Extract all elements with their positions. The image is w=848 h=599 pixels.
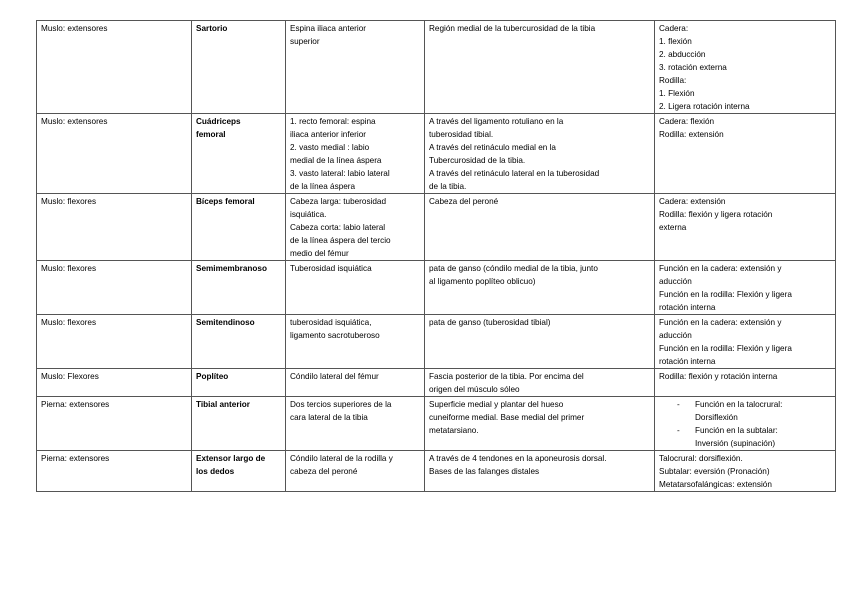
cell-text: Cuádriceps	[196, 117, 241, 126]
cell-text: Función en la cadera: extensión y	[659, 318, 782, 327]
function-cell	[655, 114, 836, 194]
table-row	[37, 315, 836, 369]
cell-text: Cadera:	[659, 24, 689, 33]
cell-text: Sartorio	[196, 24, 228, 33]
cell-text: cara lateral de la tibia	[290, 413, 368, 422]
cell-text: 2. vasto medial : labio	[290, 143, 370, 152]
cell-text: Superficie medial y plantar del hueso	[429, 400, 564, 409]
cell-text: Muslo: flexores	[41, 264, 97, 273]
cell-text: A través del retináculo lateral en la tuberosidad	[429, 169, 600, 178]
muscle-group-cell	[37, 315, 192, 369]
cell-text: pata de ganso (tuberosidad tibial)	[429, 318, 551, 327]
cell-text: Poplíteo	[196, 372, 229, 381]
cell-text: externa	[659, 223, 687, 232]
cell-text: A través del retináculo medial en la	[429, 143, 556, 152]
cell-text: Muslo: Flexores	[41, 372, 99, 381]
origin-cell	[286, 397, 425, 451]
table-row	[37, 114, 836, 194]
cell-text: Cadera: flexión	[659, 117, 715, 126]
insertion-cell	[425, 114, 655, 194]
cell-text: 3. rotación externa	[659, 63, 727, 72]
cell-text: rotación interna	[659, 303, 716, 312]
insertion-cell	[425, 315, 655, 369]
dash-list-item	[659, 424, 831, 450]
cell-text: Semitendinoso	[196, 318, 255, 327]
cell-text: A través del ligamento rotuliano en la	[429, 117, 564, 126]
cell-text: Semimembranoso	[196, 264, 267, 273]
cell-text: Tibial anterior	[196, 400, 250, 409]
table-row	[37, 261, 836, 315]
muscle-group-cell	[37, 397, 192, 451]
cell-text: Cabeza larga: tuberosidad	[290, 197, 387, 206]
cell-text: Bíceps femoral	[196, 197, 255, 206]
cell-text: Pierna: extensores	[41, 454, 110, 463]
function-cell	[655, 21, 836, 114]
cell-text: cabeza del peroné	[290, 467, 358, 476]
function-cell	[655, 315, 836, 369]
function-cell	[655, 194, 836, 261]
cell-text: Cadera: extensión	[659, 197, 726, 206]
cell-text: metatarsiano.	[429, 426, 479, 435]
cell-text: Talocrural: dorsiflexión.	[659, 454, 743, 463]
insertion-cell	[425, 261, 655, 315]
cell-text: medio del fémur	[290, 249, 349, 258]
muscle-name-cell	[192, 397, 286, 451]
cell-text: Muslo: flexores	[41, 197, 97, 206]
cell-text: de la línea áspera	[290, 182, 356, 191]
origin-cell	[286, 114, 425, 194]
origin-cell	[286, 194, 425, 261]
table-row	[37, 369, 836, 397]
cell-text: Función en la cadera: extensión y	[659, 264, 782, 273]
cell-text: Fascia posterior de la tibia. Por encima del	[429, 372, 584, 381]
cell-text: tuberosidad isquiática,	[290, 318, 372, 327]
insertion-cell	[425, 21, 655, 114]
cell-text: A través de 4 tendones en la aponeurosis dorsal.	[429, 454, 607, 463]
muscle-group-cell	[37, 21, 192, 114]
cell-text: 1. Flexión	[659, 89, 695, 98]
cell-text: Rodilla: extensión	[659, 130, 724, 139]
muscle-name-cell	[192, 21, 286, 114]
cell-text: 1. flexión	[659, 37, 692, 46]
cell-text: Cóndilo lateral de la rodilla y	[290, 454, 393, 463]
muscle-name-cell	[192, 369, 286, 397]
muscle-group-cell	[37, 261, 192, 315]
cell-text: Bases de las falanges distales	[429, 467, 540, 476]
insertion-cell	[425, 369, 655, 397]
cell-text: Función en la rodilla: Flexión y ligera	[659, 290, 792, 299]
cell-text: tuberosidad tibial.	[429, 130, 494, 139]
cell-text: - Función en la subtalar:	[695, 426, 778, 435]
cell-text: Región medial de la tubercurosidad de la tibia	[429, 24, 596, 33]
cell-text: Rodilla:	[659, 76, 687, 85]
cell-text: Tubercurosidad de la tibia.	[429, 156, 526, 165]
cell-text: Subtalar: eversión (Pronación)	[659, 467, 770, 476]
table-row	[37, 21, 836, 114]
cell-text: Dos tercios superiores de la	[290, 400, 392, 409]
cell-text: Cóndilo lateral del fémur	[290, 372, 379, 381]
muscles-table	[36, 20, 836, 492]
cell-text: Inversión (supinación)	[695, 439, 776, 448]
cell-text: Cabeza del peroné	[429, 197, 499, 206]
table-row	[37, 397, 836, 451]
cell-text: Rodilla: flexión y ligera rotación	[659, 210, 773, 219]
muscle-name-cell	[192, 194, 286, 261]
muscle-name-cell	[192, 261, 286, 315]
cell-text: - Función en la talocrural:	[695, 400, 783, 409]
cell-text: ligamento sacrotuberoso	[290, 331, 380, 340]
insertion-cell	[425, 397, 655, 451]
table-row	[37, 451, 836, 492]
muscle-group-cell	[37, 114, 192, 194]
cell-text: isquiática.	[290, 210, 327, 219]
table-row	[37, 194, 836, 261]
cell-text: aducción	[659, 277, 692, 286]
function-cell	[655, 261, 836, 315]
cell-text: Muslo: flexores	[41, 318, 97, 327]
muscle-group-cell	[37, 194, 192, 261]
cell-text: Rodilla: flexión y rotación interna	[659, 372, 778, 381]
origin-cell	[286, 451, 425, 492]
muscle-group-cell	[37, 451, 192, 492]
muscle-name-cell	[192, 451, 286, 492]
origin-cell	[286, 369, 425, 397]
cell-text: aducción	[659, 331, 692, 340]
cell-text: al ligamento poplíteo oblicuo)	[429, 277, 536, 286]
cell-text: Extensor largo de	[196, 454, 266, 463]
function-cell	[655, 451, 836, 492]
dash-list-item	[659, 398, 831, 424]
cell-text: Dorsiflexión	[695, 413, 738, 422]
cell-text: origen del músculo sóleo	[429, 385, 520, 394]
cell-text: rotación interna	[659, 357, 716, 366]
origin-cell	[286, 261, 425, 315]
cell-text: de la tibia.	[429, 182, 467, 191]
origin-cell	[286, 21, 425, 114]
cell-text: los dedos	[196, 467, 235, 476]
cell-text: 1. recto femoral: espina	[290, 117, 376, 126]
function-cell	[655, 369, 836, 397]
cell-text: Pierna: extensores	[41, 400, 110, 409]
cell-text: Metatarsofalángicas: extensión	[659, 480, 772, 489]
cell-text: medial de la línea áspera	[290, 156, 382, 165]
cell-text: pata de ganso (cóndilo medial de la tibia, junto	[429, 264, 598, 273]
cell-text: Muslo: extensores	[41, 117, 108, 126]
muscle-name-cell	[192, 114, 286, 194]
cell-text: superior	[290, 37, 320, 46]
cell-text: iliaca anterior inferior	[290, 130, 366, 139]
cell-text: cuneiforme medial. Base medial del primer	[429, 413, 585, 422]
cell-text: 2. abducción	[659, 50, 706, 59]
cell-text: Cabeza corta: labio lateral	[290, 223, 386, 232]
insertion-cell	[425, 451, 655, 492]
cell-text: Función en la rodilla: Flexión y ligera	[659, 344, 792, 353]
cell-text: femoral	[196, 130, 226, 139]
insertion-cell	[425, 194, 655, 261]
muscle-name-cell	[192, 315, 286, 369]
function-cell	[655, 397, 836, 451]
cell-text: 2. Ligera rotación interna	[659, 102, 750, 111]
cell-text: de la línea áspera del tercio	[290, 236, 391, 245]
cell-text: Espina iliaca anterior	[290, 24, 367, 33]
cell-text: 3. vasto lateral: labio lateral	[290, 169, 390, 178]
muscle-group-cell	[37, 369, 192, 397]
cell-text: Muslo: extensores	[41, 24, 108, 33]
cell-text: Tuberosidad isquiática	[290, 264, 372, 273]
table-body	[37, 21, 836, 492]
origin-cell	[286, 315, 425, 369]
